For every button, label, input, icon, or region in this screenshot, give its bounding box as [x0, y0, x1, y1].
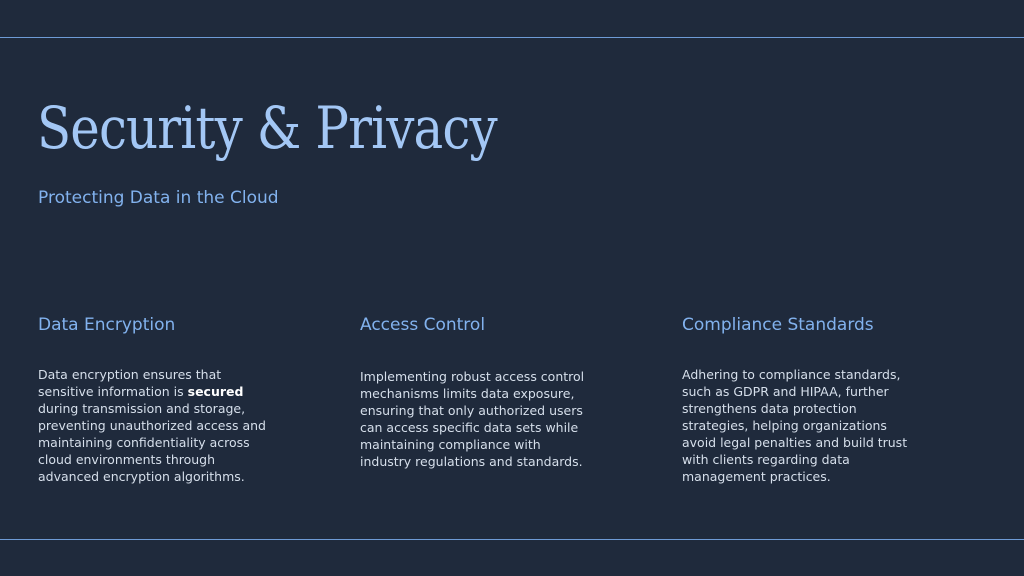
column-body [38, 366, 270, 485]
column-heading: Access Control [360, 315, 486, 335]
bottom-divider [0, 539, 1024, 540]
slide-subtitle: Protecting Data in the Cloud [38, 188, 279, 208]
column-body: Adhering to compliance standards, such as GDPR and HIPAA, further strengthens data protection strategies, helping organizations avoid legal penalties and build trust with clients regarding data management practices. [682, 367, 908, 484]
column-compliance-standards [682, 313, 942, 484]
slide-title: Security & Privacy [37, 94, 497, 162]
column-data-encryption [38, 313, 298, 484]
column-access-control [360, 313, 620, 469]
body-emphasis: secured [187, 384, 244, 399]
body-text: during transmission and storage, preventing unauthorized access and maintaining confidentiality across cloud environments through advanced encryption algorithms. [38, 401, 266, 484]
column-heading: Data Encryption [38, 315, 176, 335]
top-divider [0, 37, 1024, 38]
column-body: Implementing robust access control mechanisms limits data exposure, ensuring that only authorized users can access specific data sets while maintaining compliance with industry regulations and standards. [360, 369, 585, 469]
column-heading: Compliance Standards [682, 315, 874, 335]
body-text: Data encryption ensures that sensitive information is [38, 367, 222, 399]
